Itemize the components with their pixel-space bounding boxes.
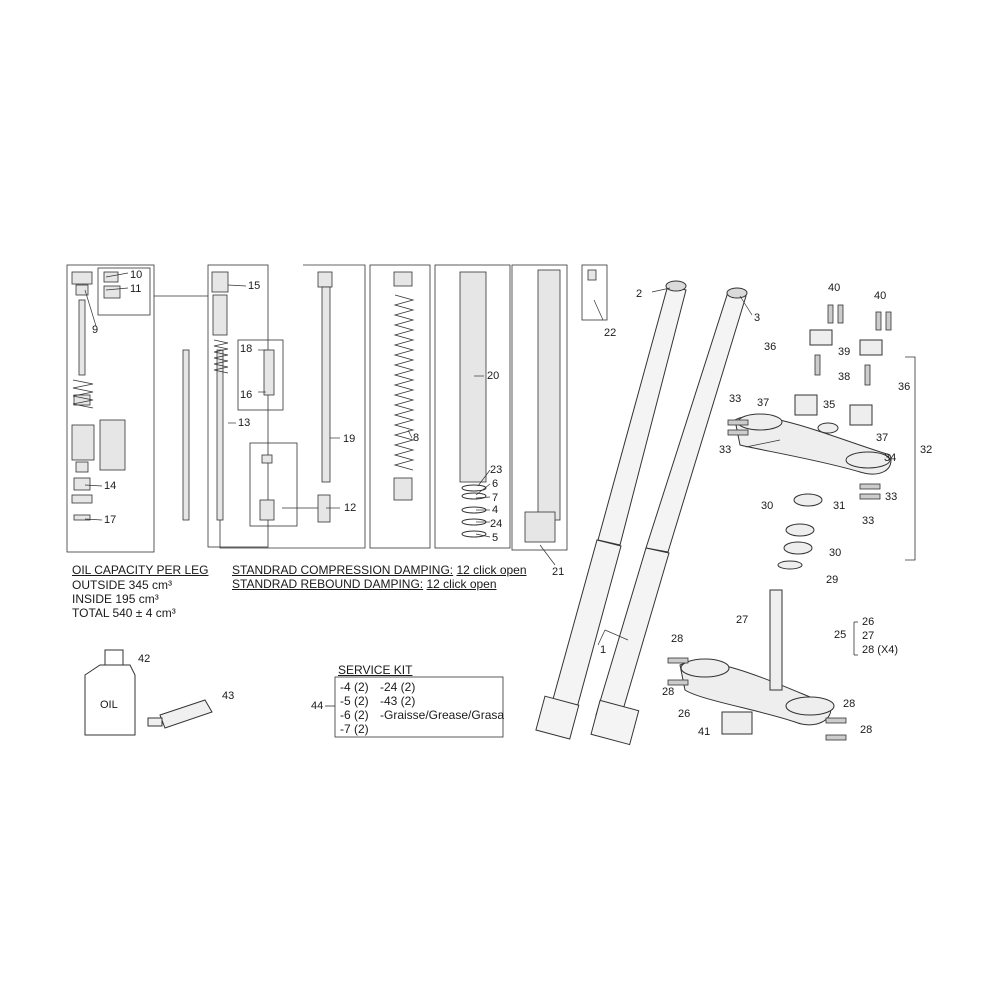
service-kit-col1-item-4: -7 (2) [340, 722, 369, 736]
callout-6: 6 [492, 478, 499, 490]
rebound-damping-label: STANDRAD REBOUND DAMPING: [232, 577, 424, 591]
callout-4: 4 [492, 504, 499, 516]
callout-18: 18 [240, 343, 253, 355]
callout-3: 3 [754, 312, 761, 324]
callout-28c: 28 [843, 698, 856, 710]
callout-35: 35 [823, 399, 836, 411]
group-25-item-28: 28 (X4) [862, 644, 899, 656]
callout-29: 29 [826, 574, 839, 586]
callout-5: 5 [492, 532, 499, 544]
oil-capacity-total: TOTAL 540 ± 4 cm³ [72, 606, 176, 620]
callout-23: 23 [490, 464, 503, 476]
callout-39: 39 [838, 346, 851, 358]
callout-36b: 36 [898, 381, 911, 393]
service-kit-title: SERVICE KIT [338, 663, 413, 677]
service-kit-col2-item-3: -Graisse/Grease/Grasa [380, 708, 505, 722]
callout-9: 9 [92, 324, 99, 336]
group-25-item-27: 27 [862, 630, 875, 642]
group-25-item-26: 26 [862, 616, 875, 628]
grease-tube [148, 700, 212, 728]
oil-capacity-inside: INSIDE 195 cm³ [72, 592, 159, 606]
callout-20: 20 [487, 370, 500, 382]
oil-bottle [85, 650, 135, 735]
callout-13: 13 [238, 417, 251, 429]
callout-36a: 36 [764, 341, 777, 353]
callout-38: 38 [838, 371, 851, 383]
callout-37b: 37 [876, 432, 889, 444]
callout-28a: 28 [671, 633, 684, 645]
callout-27: 27 [736, 614, 749, 626]
callout-33c: 33 [885, 491, 898, 503]
compression-damping-label: STANDRAD COMPRESSION DAMPING: [232, 563, 454, 577]
service-kit-col1-item-3: -6 (2) [340, 708, 369, 722]
callout-28b: 28 [662, 686, 675, 698]
callout-42: 42 [138, 653, 151, 665]
compression-damping-value: 12 click open [456, 563, 527, 577]
rebound-damping [232, 577, 497, 591]
callout-30a: 30 [761, 500, 774, 512]
callout-33b: 33 [719, 444, 732, 456]
callout-17: 17 [104, 514, 117, 526]
callout-32: 32 [920, 444, 933, 456]
callout-11: 11 [130, 283, 142, 295]
callout-2: 2 [636, 288, 643, 300]
service-kit-col2-item-2: -43 (2) [380, 694, 416, 708]
callout-21: 21 [552, 566, 565, 578]
oil-capacity-title: OIL CAPACITY PER LEG [72, 563, 209, 577]
service-kit-col2-item-1: -24 (2) [380, 680, 416, 694]
callout-15: 15 [248, 280, 261, 292]
callout-19: 19 [343, 433, 356, 445]
callout-41: 41 [698, 726, 711, 738]
callout-40a: 40 [828, 282, 841, 294]
callout-28d: 28 [860, 724, 873, 736]
callout-31: 31 [833, 500, 846, 512]
callout-30b: 30 [829, 547, 842, 559]
oil-bottle-label: OIL [100, 699, 118, 711]
rebound-damping-value: 12 click open [426, 577, 497, 591]
service-kit-col1-item-1: -4 (2) [340, 680, 369, 694]
callout-1: 1 [600, 644, 607, 656]
callout-24: 24 [490, 518, 503, 530]
callout-26: 26 [678, 708, 691, 720]
callout-16: 16 [240, 389, 253, 401]
callout-43: 43 [222, 690, 235, 702]
callout-8: 8 [413, 432, 420, 444]
compression-damping [232, 563, 527, 577]
callout-40b: 40 [874, 290, 887, 302]
callout-33a: 33 [729, 393, 742, 405]
callout-44: 44 [311, 700, 324, 712]
callout-34: 34 [884, 452, 897, 464]
callout-33d: 33 [862, 515, 875, 527]
callout-12: 12 [344, 502, 357, 514]
oil-capacity-outside: OUTSIDE 345 cm³ [72, 578, 173, 592]
callout-22: 22 [604, 327, 617, 339]
callout-10: 10 [130, 269, 143, 281]
callout-37a: 37 [757, 397, 770, 409]
callout-14: 14 [104, 480, 117, 492]
callout-25: 25 [834, 629, 847, 641]
callout-7: 7 [492, 492, 499, 504]
service-kit-col1-item-2: -5 (2) [340, 694, 369, 708]
